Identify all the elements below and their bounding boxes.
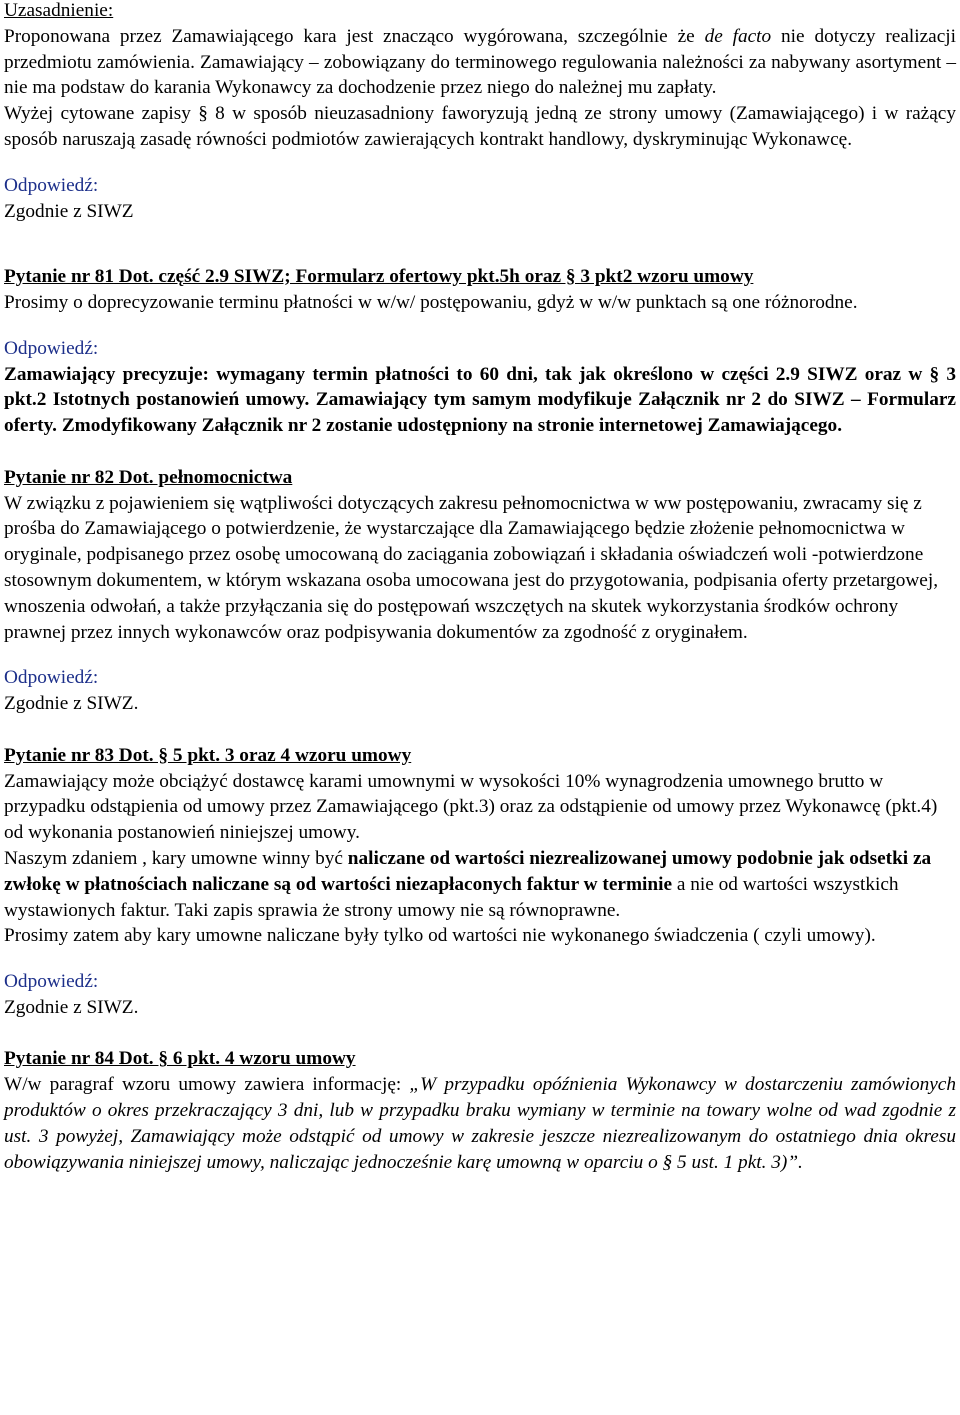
justification-paragraph-1 [4,24,956,101]
text-run: W/w paragraf wzoru umowy zawiera informację: [4,1074,410,1096]
question-83-title: Pytanie nr 83 Dot. § 5 pkt. 3 oraz 4 wzoru umowy [4,744,412,766]
question-81-body: Prosimy o doprecyzowanie terminu płatności w w/w/ postępowaniu, gdyż w w/w punktach są one różnorodne. [4,291,858,313]
question-84-body [4,1072,956,1175]
question-83-body-3: Prosimy zatem aby kary umowne naliczane były tylko od wartości nie wykonanego świadczenia ( czyli umowy). [4,925,876,947]
spacer [4,1021,956,1047]
answer-83-text: Zgodnie z SIWZ. [4,996,139,1018]
answer-label: Odpowiedź: [4,174,99,196]
spacer [4,717,956,743]
question-84-title: Pytanie nr 84 Dot. § 6 pkt. 4 wzoru umowy [4,1048,356,1070]
answer-label: Odpowiedź: [4,971,99,993]
answer-81-text: Zamawiający precyzuje: wymagany termin płatności to 60 dni, tak jak określono w części 2.9 SIWZ oraz w § 3 pkt.2 Istotnych postanowień umowy. Zamawiający tym samym modyfikuje Załącznik nr 2 do SIWZ – Formularz oferty. Zmodyfikowany Załącznik nr 2 zostanie udostępniony na stronie internetowej Zamawiającego. [4,363,956,437]
spacer [4,316,956,336]
text-run: a nie od wartości wszystkich wystawionych faktur. Taki zapis sprawia że strony umowy nie są równoprawne. [4,873,899,921]
answer-label: Odpowiedź: [4,667,99,689]
spacer [4,949,956,969]
question-81-title: Pytanie nr 81 Dot. część 2.9 SIWZ; Formularz ofertowy pkt.5h oraz § 3 pkt2 wzoru umowy [4,266,754,288]
spacer [4,645,956,665]
answer-text: Zgodnie z SIWZ [4,200,134,222]
text-run-bold: naliczane od wartości niezrealizowanej umowy podobnie jak odsetki za zwłokę w płatnościach naliczane są od wartości niezapłaconych faktur w terminie [4,847,932,895]
spacer [4,224,956,250]
question-83-body-1: Zamawiający może obciążyć dostawcę karami umownymi w wysokości 10% wynagrodzenia umownego brutto w przypadku odstąpienia od umowy przez Zamawiającego (pkt.3) oraz za odstąpienie od umowy przez Wykonawcę (pkt.4) od wykonania postanowień niniejszej umowy. [4,770,938,844]
text-run: nie dotyczy realizacji przedmiotu zamówienia. Zamawiający – zobowiązany do terminowego regulowania należności za nabywany asortyment – nie ma podstaw do karania Wykonawcy za dochodzenie przez niego do należnej mu zapłaty. [4,25,956,99]
answer-82-text: Zgodnie z SIWZ. [4,693,139,715]
question-83-body-2 [4,846,956,923]
text-run: Naszym zdaniem , kary umowne winny być [4,847,348,869]
question-82-body: W związku z pojawieniem się wątpliwości dotyczących zakresu pełnomocnictwa w ww postępowaniu, zwracamy się z prośba do Zamawiającego o potwierdzenie, że wystarczające dla Zamawiającego będzie złożenie pełnomocnictwa w oryginale, podpisanego przez osobę umocowaną do zaciągania zobowiązań i składania oświadczeń woli -potwierdzone stosownym dokumentem, w którym wskazana osoba umocowana jest do przygotowania, podpisania oferty przetargowej, wnoszenia odwołań, a także przyłączania się do postępowań wszczętych na skutek wykorzystania środków ochrony prawnej przez innych wykonawców oraz podpisywania dokumentów za zgodność z oryginałem. [4,492,939,643]
answer-label: Odpowiedź: [4,337,99,359]
justification-paragraph-2: Wyżej cytowane zapisy § 8 w sposób nieuzasadniony faworyzują jedną ze strony umowy (Zamawiającego) i w rażący sposób naruszają zasadę równości podmiotów zawierających kontrakt handlowy, dyskryminując Wykonawcę. [4,103,956,150]
justification-heading: Uzasadnienie: [4,0,114,21]
spacer [4,153,956,173]
text-run-italic: „W przypadku opóźnienia Wykonawcy w dostarczeniu zamówionych produktów o okres przekraczający 3 dni, lub w przypadku braku wymiany w terminie na towary wolne od wad zgodnie z ust. 3 powyżej, Zamawiający może odstąpić od umowy w zakresie jeszcze niezrealizowanym do ostatniego dnia okresu obowiązywania niniejszej umowy, naliczając jednocześnie karę umowną w oparciu o § 5 ust. 1 pkt. 3)”. [4,1074,956,1173]
question-82-title: Pytanie nr 82 Dot. pełnomocnictwa [4,466,293,488]
spacer [4,250,956,264]
text-run-italic: de facto [704,25,772,47]
spacer [4,439,956,465]
text-run: Proponowana przez Zamawiającego kara jest znacząco wygórowana, szczególnie że [4,25,705,47]
